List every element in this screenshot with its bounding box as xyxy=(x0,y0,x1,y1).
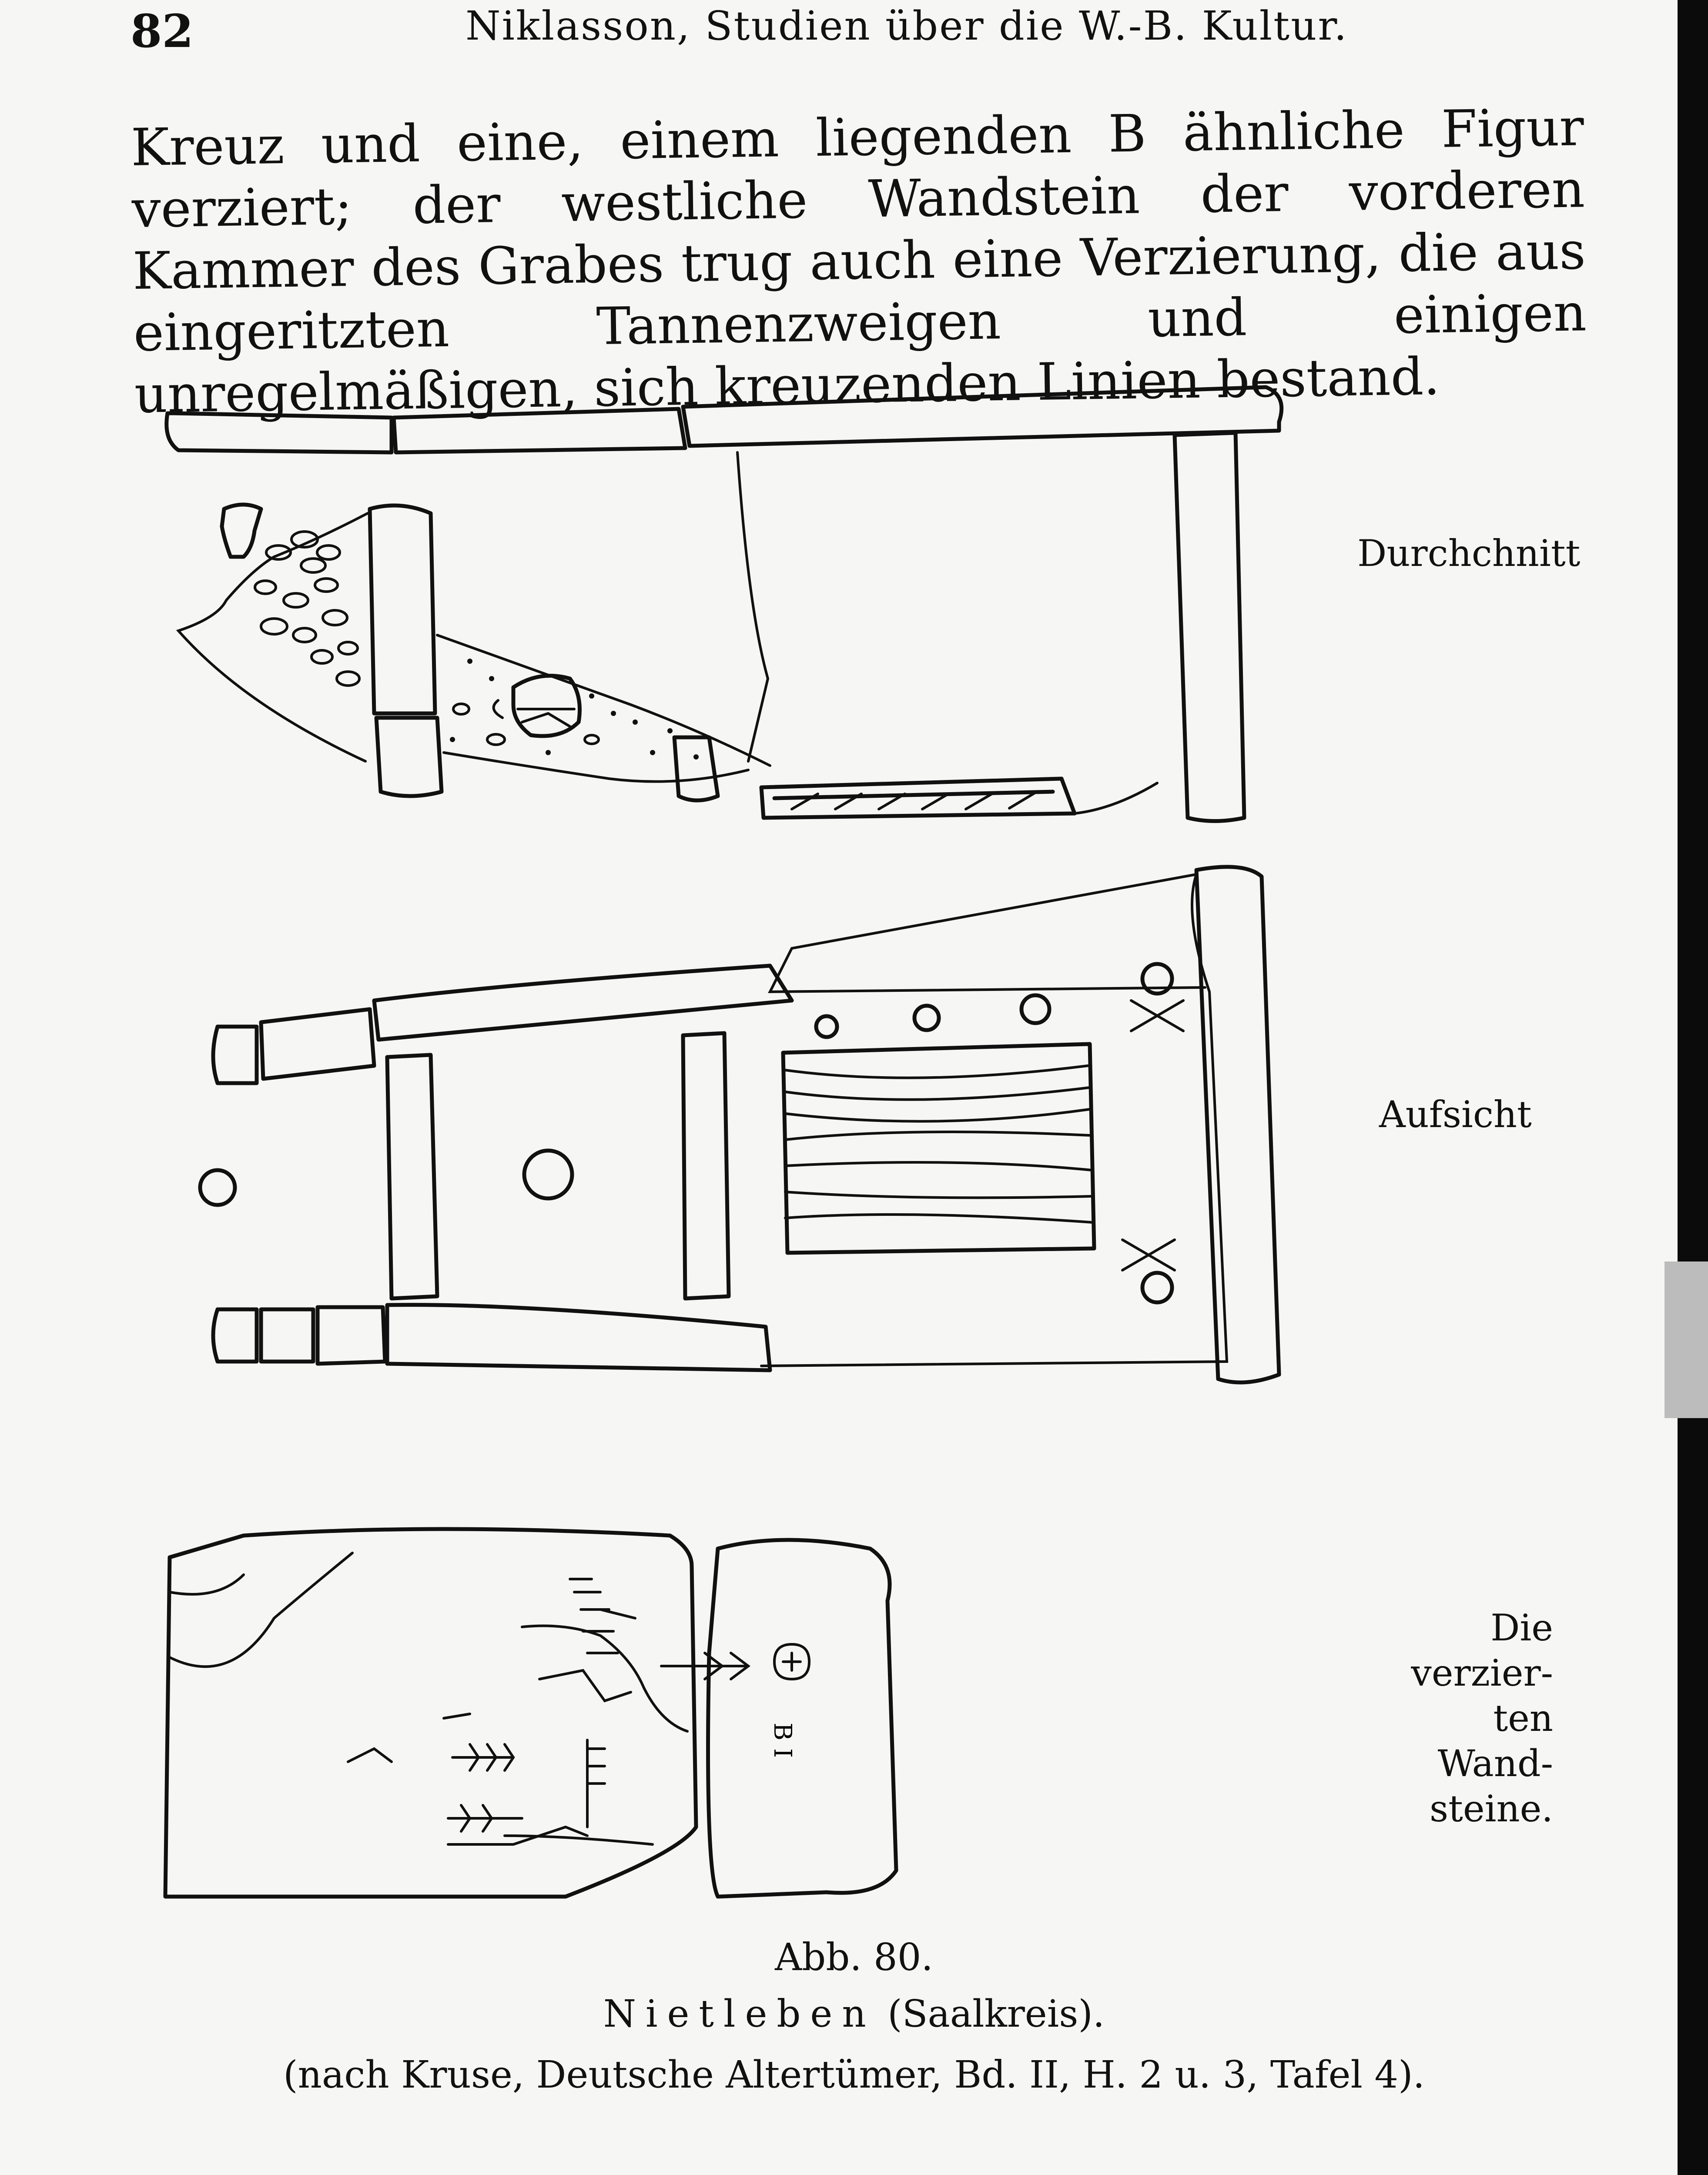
body-paragraph-top: Kreuz und eine, einem liegenden B ähnliche Figur verziert; der westliche Wandstein der vorderen Kammer des Grabes trug auch eine Verzierung, die aus eingeritzten Tannenzweigen und einigen unregelmäßigen, sich kreuzenden Linien bestand. xyxy=(131,97,1587,425)
figure-source: (nach Kruse, Deutsche Altertümer, Bd. II, H. 2 u. 3, Tafel 4). xyxy=(283,2053,1425,2097)
figure-place-region: (Saalkreis). xyxy=(887,1992,1105,2036)
figure-number: Abb. 80. xyxy=(775,1936,933,1979)
label-wandsteine xyxy=(1370,1605,1553,1831)
label-aufsicht: Aufsicht xyxy=(1379,1093,1532,1136)
page-number: 82 xyxy=(131,4,194,58)
page-header xyxy=(131,0,1566,58)
figure-place-name: Nietleben xyxy=(603,1992,876,2036)
label-wandsteine-line3: steine. xyxy=(1430,1787,1553,1830)
running-head: Niklasson, Studien über die W.-B. Kultur. xyxy=(466,3,1348,49)
scan-edge-tab xyxy=(1664,1262,1708,1418)
figure-place xyxy=(0,1992,1708,2036)
label-durchschnitt: Durchchnitt xyxy=(1357,532,1581,575)
scan-edge xyxy=(1678,0,1708,2175)
tomb-drawing xyxy=(131,348,1327,1936)
label-wandsteine-line1: Die verzier- xyxy=(1411,1606,1553,1694)
figure-abb-80 xyxy=(131,348,1584,1936)
stone-mark: B I xyxy=(768,1723,797,1758)
wallstones-drawing xyxy=(165,1529,896,1897)
label-wandsteine-line2: ten Wand- xyxy=(1437,1697,1553,1785)
section-drawing xyxy=(167,387,1282,821)
plan-drawing xyxy=(200,867,1279,1382)
